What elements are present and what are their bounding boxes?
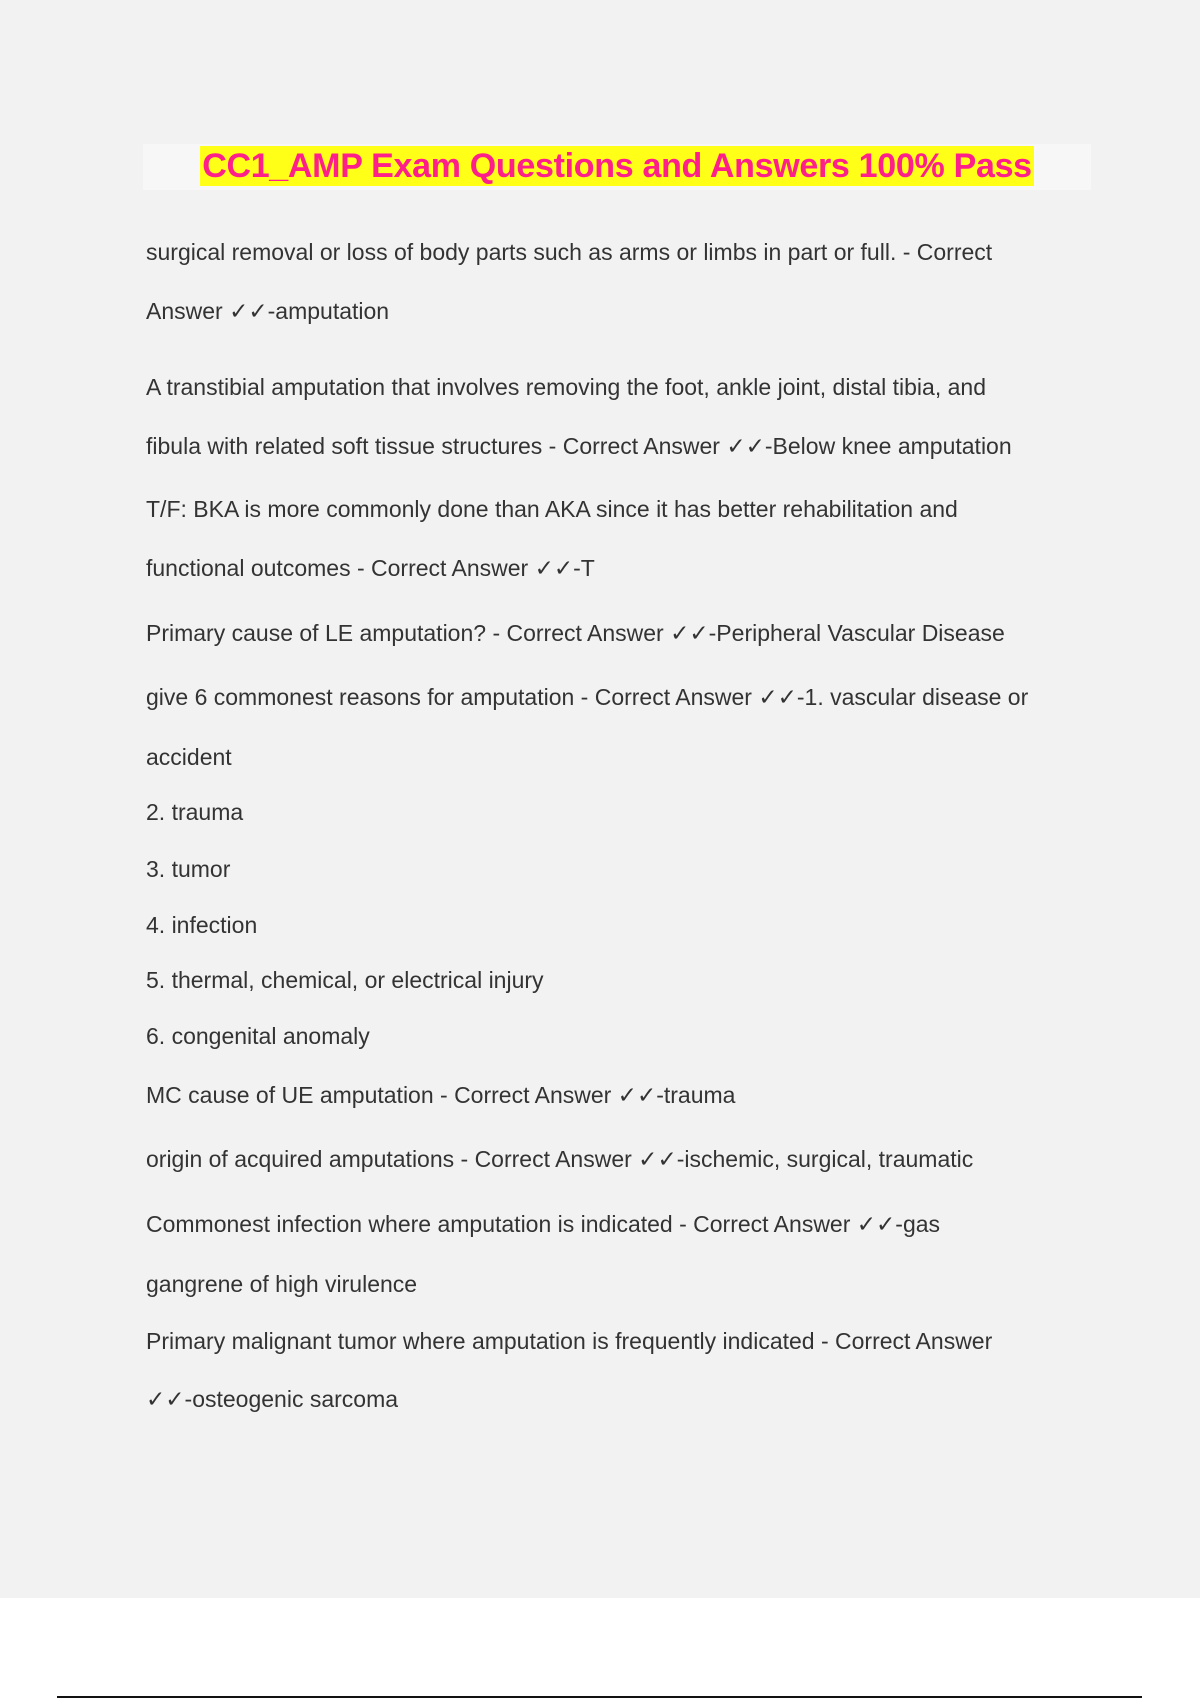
text-line: 2. trauma [146, 799, 244, 825]
text-line: 3. tumor [146, 856, 231, 882]
text-line: ✓✓-osteogenic sarcoma [146, 1386, 399, 1412]
title-bar [143, 144, 1091, 190]
text-line: origin of acquired amputations - Correct Answer ✓✓-ischemic, surgical, traumatic [146, 1146, 974, 1172]
text-line: surgical removal or loss of body parts such as arms or limbs in part or full. - Correct [146, 239, 993, 265]
text-line: give 6 commonest reasons for amputation - Correct Answer ✓✓-1. vascular disease or [146, 684, 1029, 710]
text-line: T/F: BKA is more commonly done than AKA since it has better rehabilitation and [146, 496, 958, 522]
text-line: fibula with related soft tissue structures - Correct Answer ✓✓-Below knee amputation [146, 433, 1012, 459]
text-line: A transtibial amputation that involves removing the foot, ankle joint, distal tibia, and [146, 374, 986, 400]
text-line: functional outcomes - Correct Answer ✓✓-T [146, 555, 595, 581]
text-line: Commonest infection where amputation is indicated - Correct Answer ✓✓-gas [146, 1211, 941, 1237]
footer-divider [57, 1696, 1142, 1698]
text-line: 5. thermal, chemical, or electrical injury [146, 967, 544, 993]
text-line: Primary malignant tumor where amputation is frequently indicated - Correct Answer [146, 1328, 993, 1354]
document-title: CC1_AMP Exam Questions and Answers 100% Pass [202, 147, 1032, 185]
text-line: accident [146, 744, 232, 770]
text-line: 4. infection [146, 912, 258, 938]
text-line: gangrene of high virulence [146, 1271, 418, 1297]
text-line: Primary cause of LE amputation? - Correct Answer ✓✓-Peripheral Vascular Disease [146, 620, 1005, 646]
text-line: 6. congenital anomaly [146, 1023, 370, 1049]
text-line: MC cause of UE amputation - Correct Answer ✓✓-trauma [146, 1082, 736, 1108]
text-line: Answer ✓✓-amputation [146, 298, 390, 324]
